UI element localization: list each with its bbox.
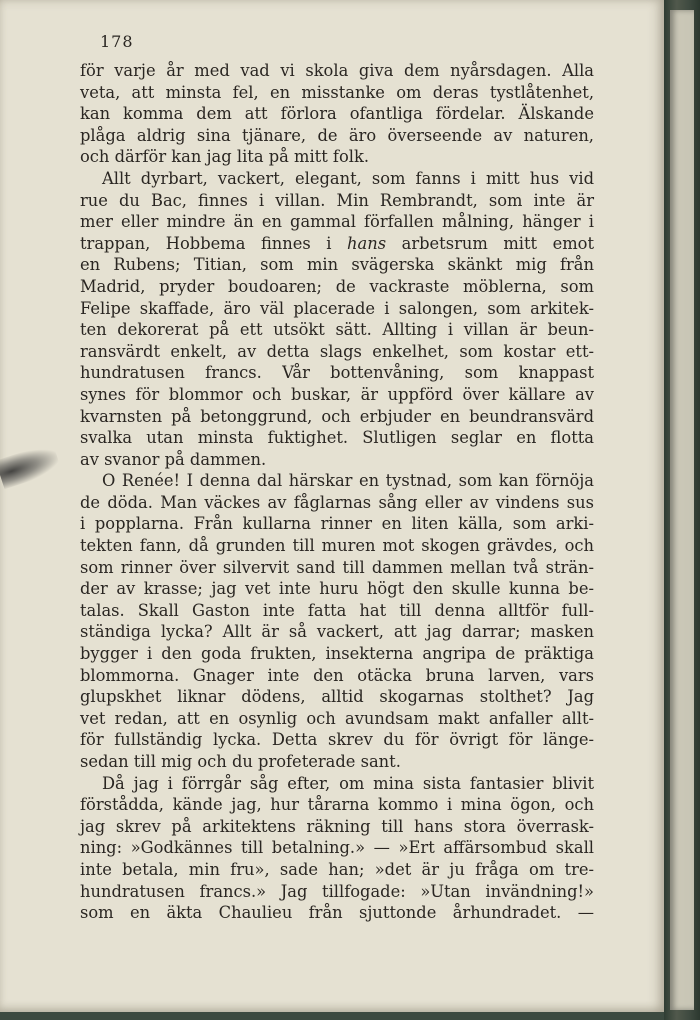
- text-line: Allt dyrbart, vackert, elegant, som fanns i mitt hus vid: [102, 168, 594, 188]
- text-line: bygger i den goda frukten, insekterna angripa de präktiga: [80, 644, 594, 664]
- emphasis: hans: [347, 233, 387, 253]
- text-line: förstådda, kände jag, hur tårarna kommo i mina ögon, och: [80, 795, 594, 815]
- text-line: en Rubens; Titian, som min svägerska skänkt mig från: [80, 255, 594, 275]
- next-page-edge: [664, 0, 700, 1020]
- text-line: mer eller mindre än en gammal förfallen målning, hänger i: [80, 212, 594, 232]
- text-line: sedan till mig och du profeterade sant.: [80, 752, 401, 771]
- text-line: plåga aldrig sina tjänare, de äro överseende av naturen,: [80, 125, 594, 145]
- text-line: för fullständig lycka. Detta skrev du för övrigt för länge-: [80, 730, 594, 750]
- text-line: ning: »Godkännes till betalning.» — »Ert affärsombud skall: [80, 838, 594, 858]
- text-line: vet redan, att en osynlig och avundsam makt anfaller allt-: [80, 708, 594, 728]
- text-line: jag skrev på arkitektens räkning till hans stora överrask-: [80, 816, 594, 836]
- text-line: rue du Bac, finnes i villan. Min Rembrandt, som inte är: [80, 190, 594, 210]
- text-line: Felipe skaffade, äro väl placerade i salongen, som arkitek-: [80, 298, 594, 318]
- text-line: för varje år med vad vi skola giva dem nyårsdagen. Alla: [80, 61, 594, 80]
- text-line: kan komma dem att förlora ofantliga fördelar. Älskande: [80, 104, 594, 124]
- text-line: ten dekorerat på ett utsökt sätt. Allting i villan är beun-: [80, 320, 594, 340]
- text-line: kvarnsten på betonggrund, och erbjuder en beundransvärd: [80, 406, 594, 426]
- text-line: inte betala, min fru», sade han; »det är ju fråga om tre-: [80, 859, 594, 879]
- text-line: som rinner över silvervit sand till dammen mellan två strän-: [80, 557, 594, 577]
- text-line: som en äkta Chaulieu från sjuttonde århundradet. —: [80, 903, 594, 923]
- page-number: 178: [100, 32, 134, 51]
- text-line: synes för blommor och buskar, är uppförd över källare av: [80, 384, 594, 404]
- text-line: blommorna. Gnager inte den otäcka bruna larven, vars: [80, 665, 594, 685]
- text-line: tekten fann, då grunden till muren mot skogen grävdes, och: [80, 536, 594, 556]
- text-line: ransvärdt enkelt, av detta slags enkelhet, som kostar ett-: [80, 341, 594, 361]
- text-line: i popplarna. Från kullarna rinner en liten källa, som arki-: [80, 514, 594, 534]
- text-line: svalka utan minsta fuktighet. Slutligen seglar en flotta: [80, 428, 594, 448]
- text-line: Då jag i förrgår såg efter, om mina sista fantasier blivit: [102, 773, 594, 793]
- text-line: glupskhet liknar dödens, alltid skogarnas stolthet? Jag: [80, 687, 594, 707]
- text-line: talas. Skall Gaston inte fatta hat till denna alltför full-: [80, 600, 594, 620]
- body-text: [80, 60, 594, 924]
- text-line: ständiga lycka? Allt är så vackert, att jag darrar; masken: [80, 622, 594, 642]
- text-line: och därför kan jag lita på mitt folk.: [80, 147, 369, 167]
- text-line: veta, att minsta fel, en misstanke om deras tystlåtenhet,: [80, 82, 594, 102]
- text-line: O Renée! I denna dal härskar en tystnad, som kan förnöja: [102, 471, 594, 491]
- page-leaf: [670, 10, 694, 1010]
- text-line: de döda. Man väckes av fåglarnas sång eller av vindens sus: [80, 492, 594, 512]
- text-line: hundratusen francs. Vår bottenvåning, som knappast: [80, 363, 594, 383]
- text-line: trappan, Hobbema finnes i hans arbetsrum mitt emot: [80, 233, 594, 253]
- text-line: der av krasse; jag vet inte huru högt den skulle kunna be-: [80, 579, 594, 599]
- text-line: av svanor på dammen.: [80, 449, 267, 469]
- text-line: Madrid, pryder boudoaren; de vackraste möblerna, som: [80, 276, 594, 296]
- text-line: hundratusen francs.» Jag tillfogade: »Utan invändning!»: [80, 881, 594, 901]
